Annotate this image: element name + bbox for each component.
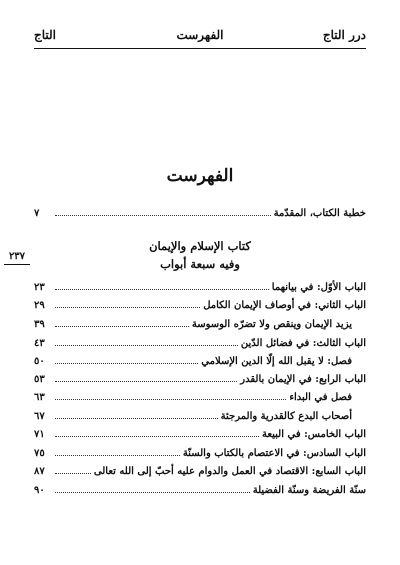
toc-entry [34,446,366,462]
toc-entry-page: ٢٩ [34,300,45,311]
toc-entry-intro [34,206,366,222]
header-short-title: التاج [34,28,57,42]
leader-dots [55,464,91,474]
toc-entry-text: الباب الخامس: في البيعة [261,429,366,440]
page-title: الفهرست [166,166,234,186]
leader-dots [55,336,238,346]
toc-entry-text: الباب الأوّل: في بيانهما [271,282,366,293]
toc-entry-page: ٨٧ [34,466,45,477]
leader-dots [55,483,250,493]
toc-entry-text: فصل في البداء [289,392,352,403]
toc-entry [34,280,366,296]
leader-dots [55,298,200,308]
toc-entry-text: يزيد الإيمان وينقص ولا تضرّه الوسوسة [191,319,352,330]
toc-entry [34,317,366,333]
leader-dots [55,446,180,456]
header-book-title: درر التاج [322,28,366,42]
leader-dots [55,372,237,382]
toc-entry-page: ٧١ [34,429,45,440]
leader-dots [55,317,189,327]
toc-entry-page: ٦٣ [34,392,45,403]
toc-entry [34,372,366,388]
running-header [34,28,366,46]
section-subtitle: وفيه سبعة أبواب [160,257,240,271]
toc-entry-text: الباب السادس: في الاعتصام بالكتاب والسنّة [182,448,366,459]
toc-entry-text: الباب الثالث: في فضائل الدّين [240,338,366,349]
leader-dots [55,427,259,437]
toc-entry-text: الباب الرابع: في الإيمان بالقدر [240,374,366,385]
toc-entry-page: ٩٠ [34,485,45,496]
header-rule [34,48,366,49]
toc-entry [34,427,366,443]
toc-entry-page: ٤٣ [34,338,45,349]
toc-entry-text: الباب الثاني: في أوصاف الإيمان الكامل [203,300,366,311]
toc-entry [34,354,366,370]
toc-entry [34,483,366,499]
toc-entry-page: ٣٩ [34,319,45,330]
toc-entry [34,464,366,480]
toc-entry-page: ٥٠ [34,356,45,367]
toc-entry-text: خطبة الكتاب، المقدّمة [273,208,366,219]
toc-entry [34,298,366,314]
page-number-marker: ٢٣٧ [4,251,30,265]
toc-entry-text: فصل: لا يقبل الله إلّا الدين الإسلامي [201,356,352,367]
leader-dots [55,390,286,400]
header-section-title: الفهرست [176,28,224,42]
leader-dots [55,354,198,364]
toc-entry-page: ٢٣ [34,282,45,293]
section-title: كتاب الإسلام والإيمان [149,239,251,253]
toc-entry [34,336,366,352]
leader-dots [55,409,218,419]
toc-entry-page: ٥٣ [34,374,45,385]
leader-dots [55,206,271,216]
toc-entry-text: الباب السابع: الاقتصاد في العمل والدوام عليه أحبّ إلى الله تعالى [93,466,366,477]
toc-entry [34,409,366,425]
toc-entry-text: سنّة الفريضة وسنّة الفضيلة [252,485,366,496]
toc-entry-page: ٧٥ [34,448,45,459]
leader-dots [55,280,269,290]
toc-entry [34,390,366,406]
toc-entry-page: ٦٧ [34,411,45,422]
toc-entry-page: ٧ [34,208,40,219]
toc-entry-text: أصحاب البدع كالقدرية والمرجئة [220,411,352,422]
